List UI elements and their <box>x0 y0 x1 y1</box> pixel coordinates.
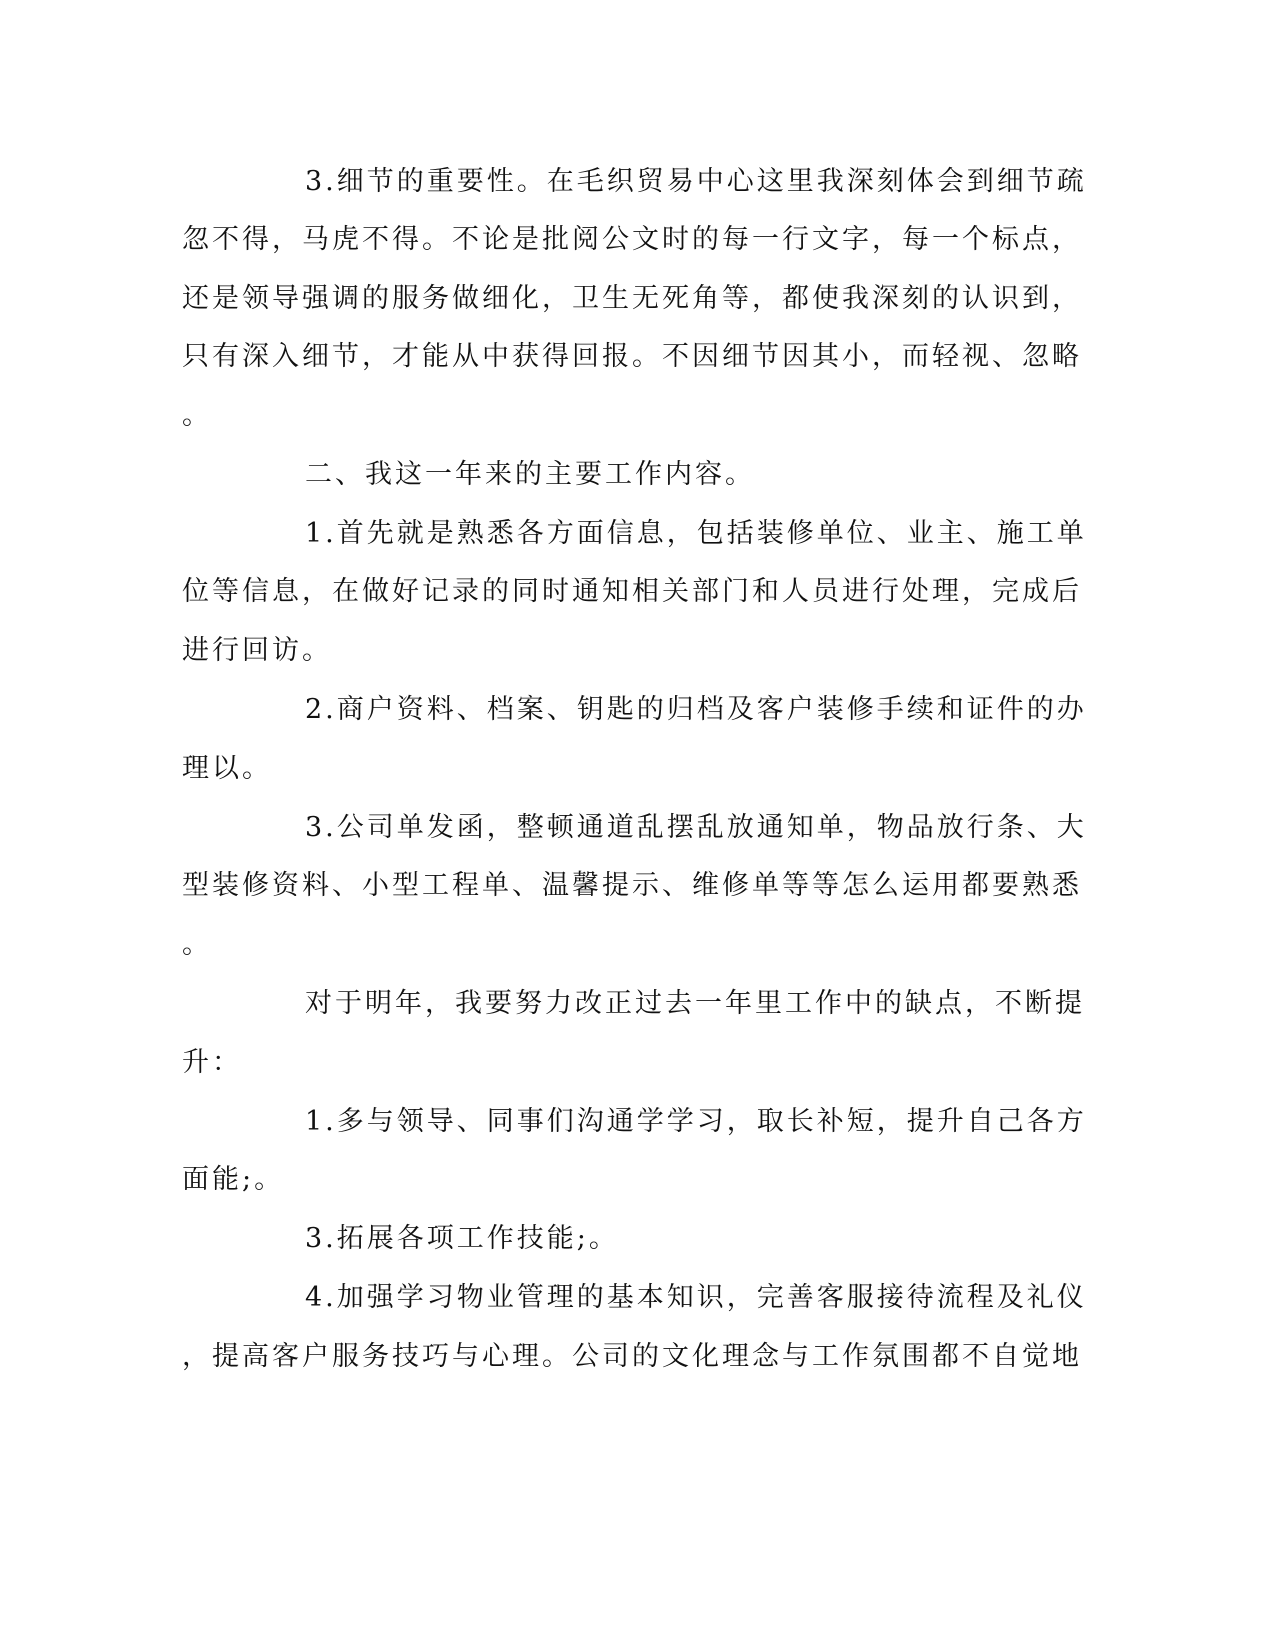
text-line: 。 <box>182 400 212 431</box>
text-line: 忽不得，马虎不得。不论是批阅公文时的每一行文字，每一个标点， <box>182 224 1082 255</box>
text-line: 升： <box>182 1047 242 1078</box>
text-line: 型装修资料、小型工程单、温馨提示、维修单等等怎么运用都要熟悉 <box>182 870 1082 901</box>
text-line: 面能;。 <box>182 1164 285 1195</box>
text-line: 只有深入细节，才能从中获得回报。不因细节因其小，而轻视、忽略 <box>182 341 1082 372</box>
text-line: 。 <box>182 929 212 960</box>
text-line: 对于明年，我要努力改正过去一年里工作中的缺点，不断提 <box>305 988 1085 1019</box>
text-line: 理以。 <box>182 753 272 784</box>
section-heading: 二、我这一年来的主要工作内容。 <box>305 459 755 490</box>
text-line: 还是领导强调的服务做细化，卫生无死角等，都使我深刻的认识到， <box>182 283 1082 314</box>
text-line: ，提高客户服务技巧与心理。公司的文化理念与工作氛围都不自觉地 <box>182 1341 1082 1372</box>
text-line: 4.加强学习物业管理的基本知识，完善客服接待流程及礼仪 <box>305 1282 1087 1313</box>
text-line: 3.拓展各项工作技能;。 <box>305 1223 619 1254</box>
text-line: 位等信息，在做好记录的同时通知相关部门和人员进行处理，完成后 <box>182 576 1082 607</box>
text-line: 3.公司单发函，整顿通道乱摆乱放通知单，物品放行条、大 <box>305 812 1087 843</box>
text-line: 3.细节的重要性。在毛织贸易中心这里我深刻体会到细节疏 <box>305 166 1087 197</box>
text-line: 2.商户资料、档案、钥匙的归档及客户装修手续和证件的办 <box>305 694 1087 725</box>
text-line: 进行回访。 <box>182 635 332 666</box>
text-line: 1.多与领导、同事们沟通学学习，取长补短，提升自己各方 <box>305 1106 1087 1137</box>
text-line: 1.首先就是熟悉各方面信息，包括装修单位、业主、施工单 <box>305 518 1087 549</box>
